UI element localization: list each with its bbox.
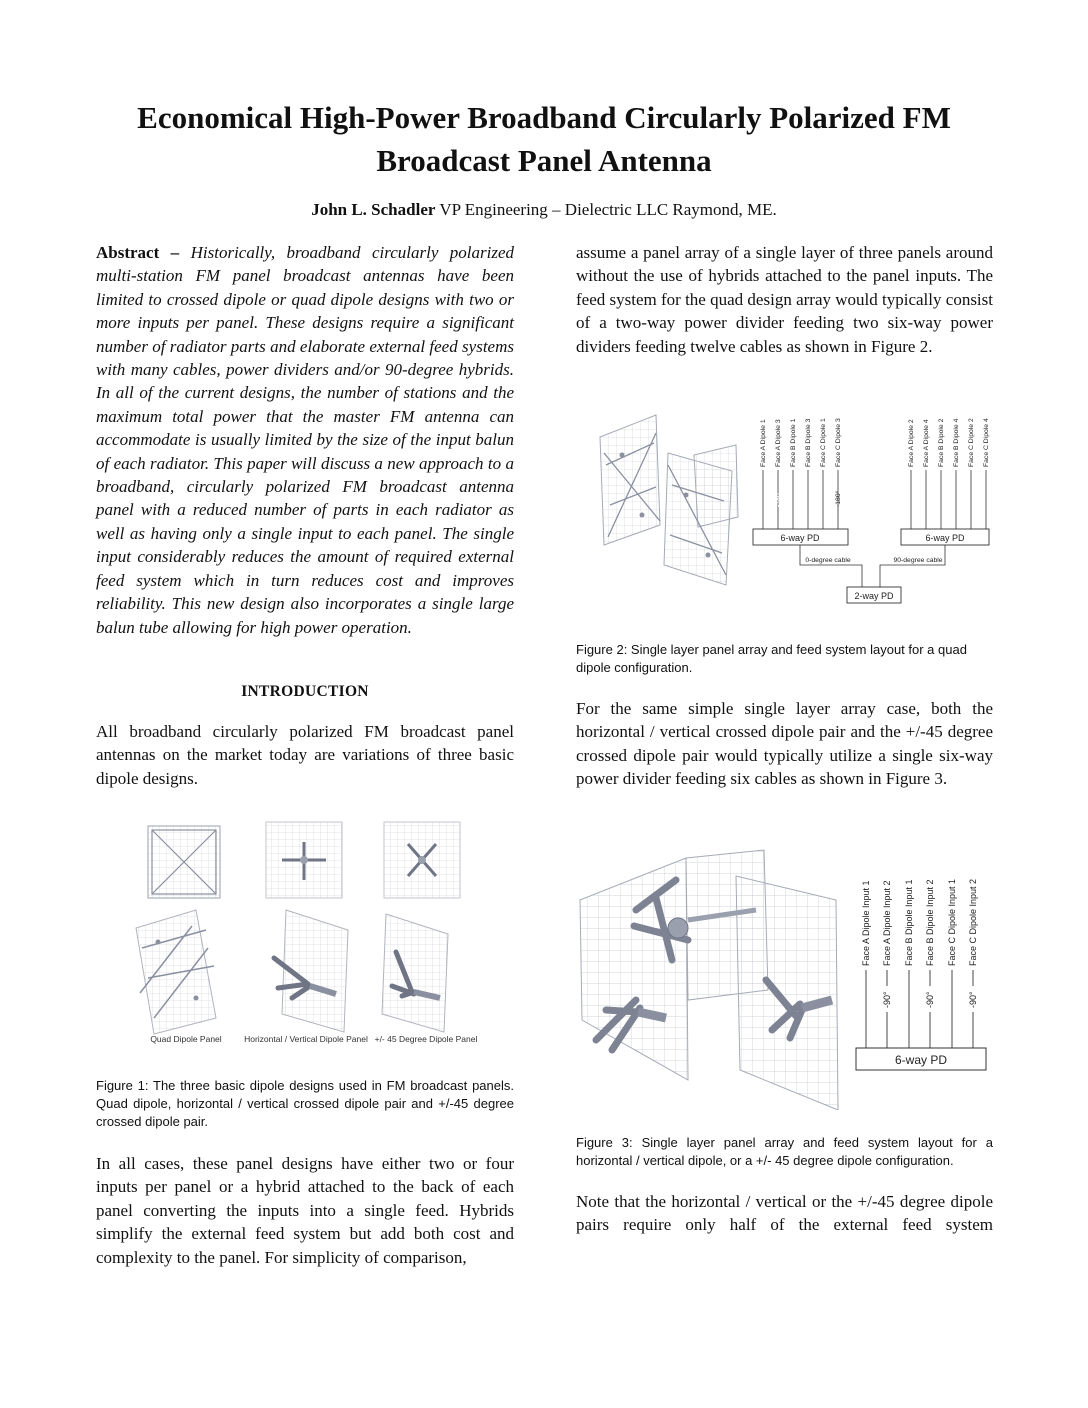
fig2-right-input-6: Face C Dipole 4 (983, 418, 990, 467)
fig2-left-input-3: Face B Dipole 1 (790, 418, 797, 467)
fig2-right-input-3: Face B Dipole 2 (938, 418, 945, 467)
figure-3-diagram (576, 840, 993, 1110)
figure-1-label-quad: Quad Dipole Panel (150, 1034, 222, 1044)
figure-1-illustration (96, 818, 514, 1050)
hv-array-sketch (580, 850, 838, 1110)
quad-array-sketch (600, 415, 738, 585)
right-paragraph-2: For the same simple single layer array case, both the horizontal / vertical crossed dipole pair and the +/-45 degree crossed dipole pair would typically utilize a single six-way power divider feeding six cables as shown in Figure 3. (576, 699, 993, 789)
pm45-dipole-perspective-view (382, 914, 448, 1032)
fig3-input-6: Face C Dipole Input 2 (968, 878, 978, 966)
figure-3 (576, 840, 993, 1110)
fig3-input-4: Face B Dipole Input 2 (925, 879, 935, 966)
figure-2-diagram (576, 405, 993, 605)
fig3-phase-b: -90° (925, 991, 935, 1008)
fig3-6way-pd-label: 6-way PD (894, 1053, 948, 1067)
intro-paragraph-1: All broadband circularly polarized FM broadcast panel antennas on the market today are variations of three basic dipole designs. (96, 722, 514, 788)
fig3-input-5: Face C Dipole Input 1 (947, 878, 957, 966)
section-heading-introduction: INTRODUCTION (241, 683, 369, 700)
fig2-right-input-1: Face A Dipole 2 (908, 419, 915, 467)
fig2-right-input-4: Face B Dipole 4 (953, 418, 960, 467)
abstract (96, 241, 514, 639)
author-name: John L. Schadler (311, 200, 436, 219)
author-line (80, 200, 1008, 220)
quad-dipole-perspective-view (136, 910, 216, 1034)
paper-title: Economical High-Power Broadband Circularly Polarized FM Broadcast Panel Antenna (137, 100, 951, 178)
fig2-left-input-6: Face C Dipole 3 (835, 418, 842, 467)
intro-paragraph-2: In all cases, these panel designs have either two or four inputs per panel or a hybrid attached to the back of each panel converting the inputs into a single feed. Hybrids simplify the external feed system but add both cost and complexity to the panel. For simplicity of comparison, (96, 1154, 514, 1267)
fig2-2way-pd-label: 2-way PD (854, 591, 894, 601)
figure-1-label-pm45: +/- 45 Degree Dipole Panel (374, 1034, 478, 1044)
right-paragraph-3: Note that the horizontal / vertical or the +/-45 degree dipole pairs require only half of the external feed system (576, 1192, 993, 1235)
fig2-phase-a: -180° (775, 490, 782, 507)
hv-dipole-perspective-view (274, 910, 348, 1032)
quad-dipole-front-view (148, 826, 220, 898)
fig2-phase-c: -180° (835, 490, 842, 507)
right-paragraph-1: assume a panel array of a single layer of three panels around without the use of hybrids attached to the panel inputs. The feed system for the quad design array would typically consist of a two-way power divider feeding two six-way power dividers feeding twelve cables as shown in Figure 2. (576, 243, 993, 356)
fig3-input-3: Face B Dipole Input 1 (904, 879, 914, 966)
fig2-left-input-1: Face A Dipole 1 (760, 419, 767, 467)
fig2-left-input-5: Face C Dipole 1 (820, 418, 827, 467)
abstract-label: Abstract – (96, 243, 180, 262)
figure-2-caption: Figure 2: Single layer panel array and feed system layout for a quad dipole configuration. (576, 642, 967, 675)
abstract-text: Historically, broadband circularly polarized multi-station FM panel broadcast antennas have been limited to crossed dipole or quad dipole designs with two or more inputs per panel. These designs require a significant number of radiator parts and elaborate external feed systems with many cables, power dividers and/or 90-degree hybrids. In all of the current designs, the number of stations and the maximum total power that the master FM antenna can accommodate is usually limited by the size of the input balun of each radiator. This paper will discuss a new approach to a broadband, circularly polarized FM broadcast antenna panel with a reduced number of parts in each radiator as well as having only a single input to each panel. The single input considerably reduces the amount of required external feed system which in turn reduces cost and improves reliability. This new design also incorporates a single large balun tube allowing for high power operation. (96, 243, 514, 637)
fig3-phase-a: -90° (882, 991, 892, 1008)
figure-2-right-inputs (911, 470, 986, 529)
fig2-left-input-4: Face B Dipole 3 (805, 418, 812, 467)
figure-2 (576, 405, 993, 605)
fig3-phase-c: -90° (968, 991, 978, 1008)
fig2-right-input-2: Face A Dipole 4 (923, 419, 930, 467)
fig3-input-1: Face A Dipole Input 1 (861, 880, 871, 966)
fig2-cable-0: 0-degree cable (805, 557, 851, 564)
figure-1-label-hv: Horizontal / Vertical Dipole Panel (244, 1034, 368, 1044)
fig2-cable-90: 90-degree cable (893, 557, 943, 564)
pm45-dipole-front-view (384, 822, 460, 898)
hv-dipole-front-view (266, 822, 342, 898)
figure-3-caption: Figure 3: Single layer panel array and feed system layout for a horizontal / vertical dipole, or a +/- 45 degree dipole configuration. (576, 1135, 993, 1168)
fig2-left-input-2: Face A Dipole 3 (775, 419, 782, 467)
author-affiliation: VP Engineering – Dielectric LLC Raymond, ME. (439, 200, 777, 219)
fig2-6way-pd-right-label: 6-way PD (925, 533, 965, 543)
fig3-input-2: Face A Dipole Input 2 (882, 880, 892, 966)
figure-1 (96, 818, 514, 1050)
figure-1-caption: Figure 1: The three basic dipole designs used in FM broadcast panels. Quad dipole, horizontal / vertical crossed dipole pair and +/-45 degree crossed dipole pair. (96, 1078, 514, 1129)
fig2-right-input-5: Face C Dipole 2 (968, 418, 975, 467)
fig2-6way-pd-left-label: 6-way PD (780, 533, 820, 543)
